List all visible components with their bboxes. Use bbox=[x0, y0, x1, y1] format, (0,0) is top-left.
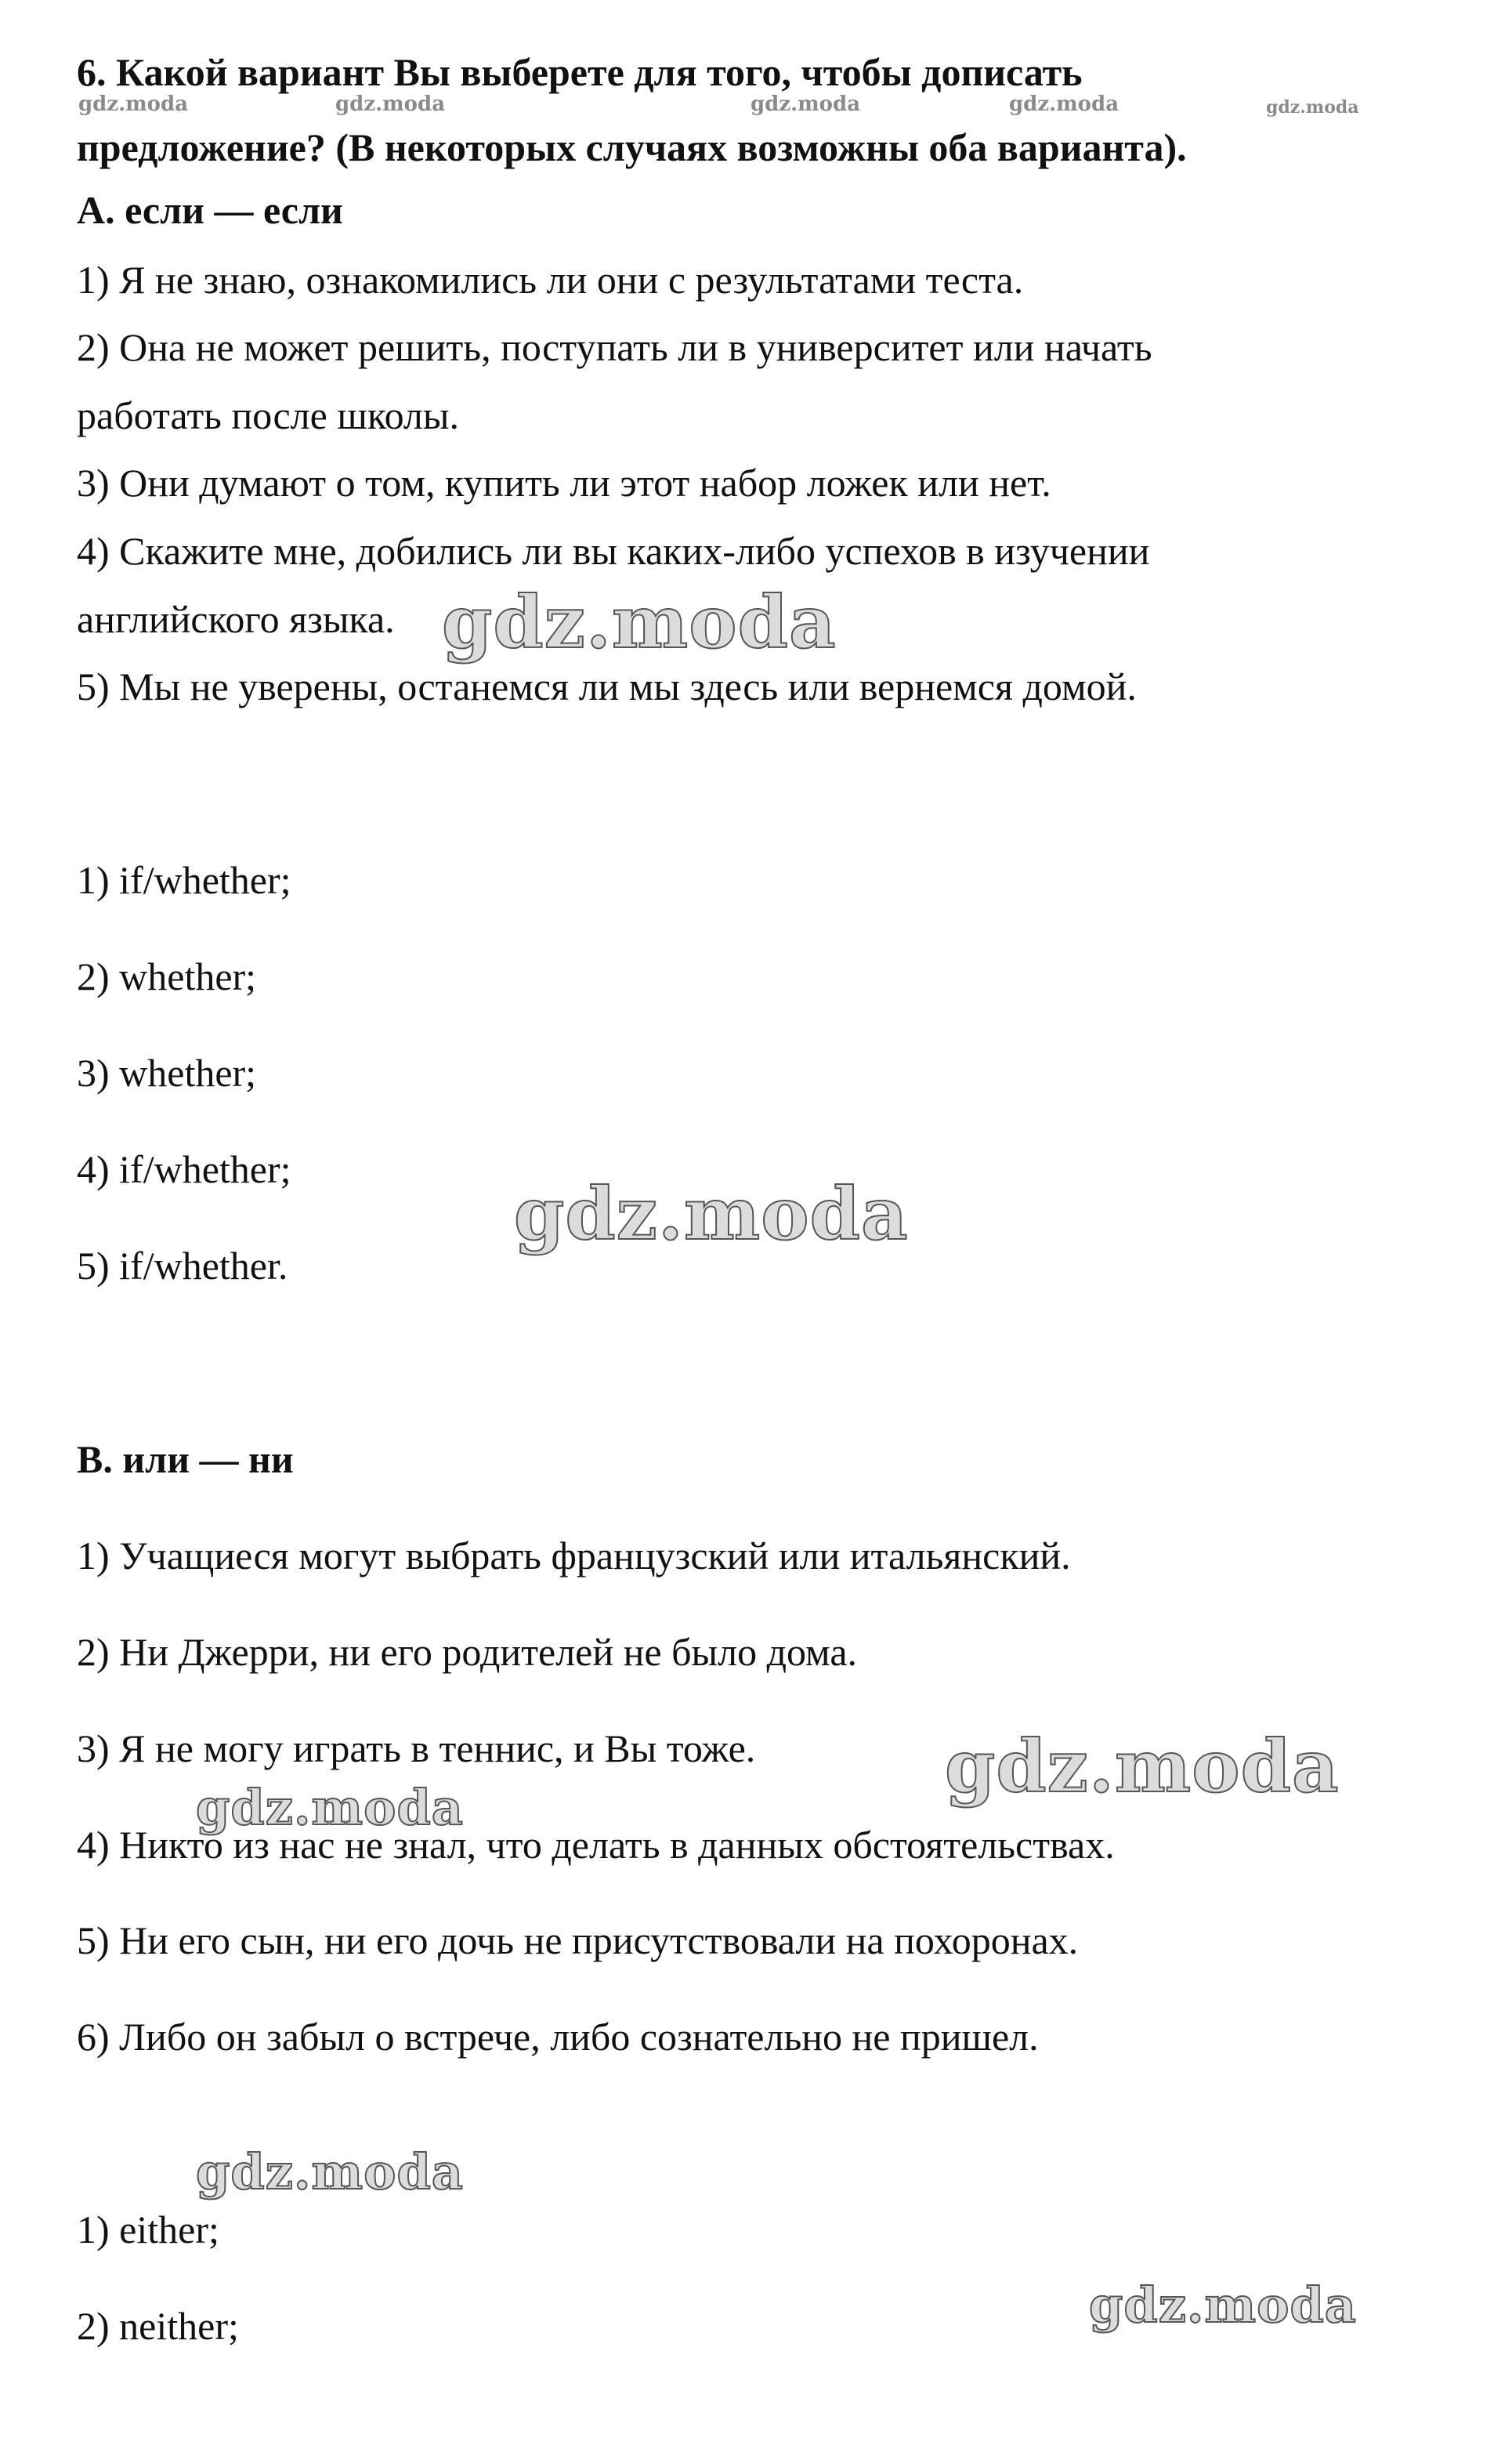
watermark-logo: gdz.moda bbox=[751, 92, 861, 116]
section-a-sentence: 5) Мы не уверены, останемся ли мы здесь или вернемся домой. bbox=[77, 665, 1137, 708]
watermark-logo: gdz.moda bbox=[442, 580, 837, 665]
section-b-sentence: 1) Учащиеся могут выбрать французский или итальянский. bbox=[77, 1534, 1071, 1577]
section-a-sentence: английского языка. bbox=[77, 597, 395, 641]
section-a-sentence: 1) Я не знаю, ознакомились ли они с результатами теста. bbox=[77, 258, 1024, 302]
section-a-answer: 1) if/whether; bbox=[77, 858, 291, 902]
question-title-line-1: 6. Какой вариант Вы выберете для того, чтобы дописать bbox=[77, 50, 1083, 94]
section-b-sentence: 4) Никто из нас не знал, что делать в данных обстоятельствах. bbox=[77, 1823, 1115, 1867]
section-a-sentence: 3) Они думают о том, купить ли этот набор ложек или нет. bbox=[77, 461, 1051, 505]
section-a-sentence: 2) Она не может решить, поступать ли в университет или начать bbox=[77, 325, 1152, 369]
watermark-logo: gdz.moda bbox=[335, 92, 446, 116]
section-a-answer: 2) whether; bbox=[77, 954, 257, 998]
section-a-sentence: работать после школы. bbox=[77, 393, 459, 437]
watermark-logo: gdz.moda bbox=[514, 1172, 909, 1256]
section-b-sentence: 6) Либо он забыл о встрече, либо сознательно не пришел. bbox=[77, 2015, 1039, 2059]
question-title-line-2: предложение? (В некоторых случаях возможны оба варианта). bbox=[77, 125, 1187, 169]
watermark-logo: gdz.moda bbox=[945, 1724, 1340, 1809]
section-a-sentence: 4) Скажите мне, добились ли вы каких-либо успехов в изучении bbox=[77, 529, 1150, 573]
section-b-heading: В. или — ни bbox=[77, 1437, 294, 1481]
section-b-sentence: 3) Я не могу играть в теннис, и Вы тоже. bbox=[77, 1726, 756, 1770]
section-a-answer: 3) whether; bbox=[77, 1051, 257, 1095]
section-a-answer: 5) if/whether. bbox=[77, 1244, 288, 1288]
section-b-answer: 2) neither; bbox=[77, 2304, 239, 2348]
section-a-heading: А. если — если bbox=[77, 188, 343, 232]
section-b-answer: 1) either; bbox=[77, 2208, 219, 2251]
watermark-logo: gdz.moda bbox=[78, 92, 189, 116]
section-b-sentence: 2) Ни Джерри, ни его родителей не было дома. bbox=[77, 1630, 858, 1674]
watermark-logo: gdz.moda bbox=[1009, 92, 1120, 116]
watermark-logo: gdz.moda bbox=[1266, 97, 1359, 118]
section-a-answer: 4) if/whether; bbox=[77, 1147, 291, 1191]
watermark-logo: gdz.moda bbox=[1089, 2276, 1357, 2334]
section-b-sentence: 5) Ни его сын, ни его дочь не присутствовали на похоронах. bbox=[77, 1918, 1079, 1962]
watermark-logo: gdz.moda bbox=[196, 1779, 464, 1836]
watermark-logo: gdz.moda bbox=[196, 2143, 464, 2200]
